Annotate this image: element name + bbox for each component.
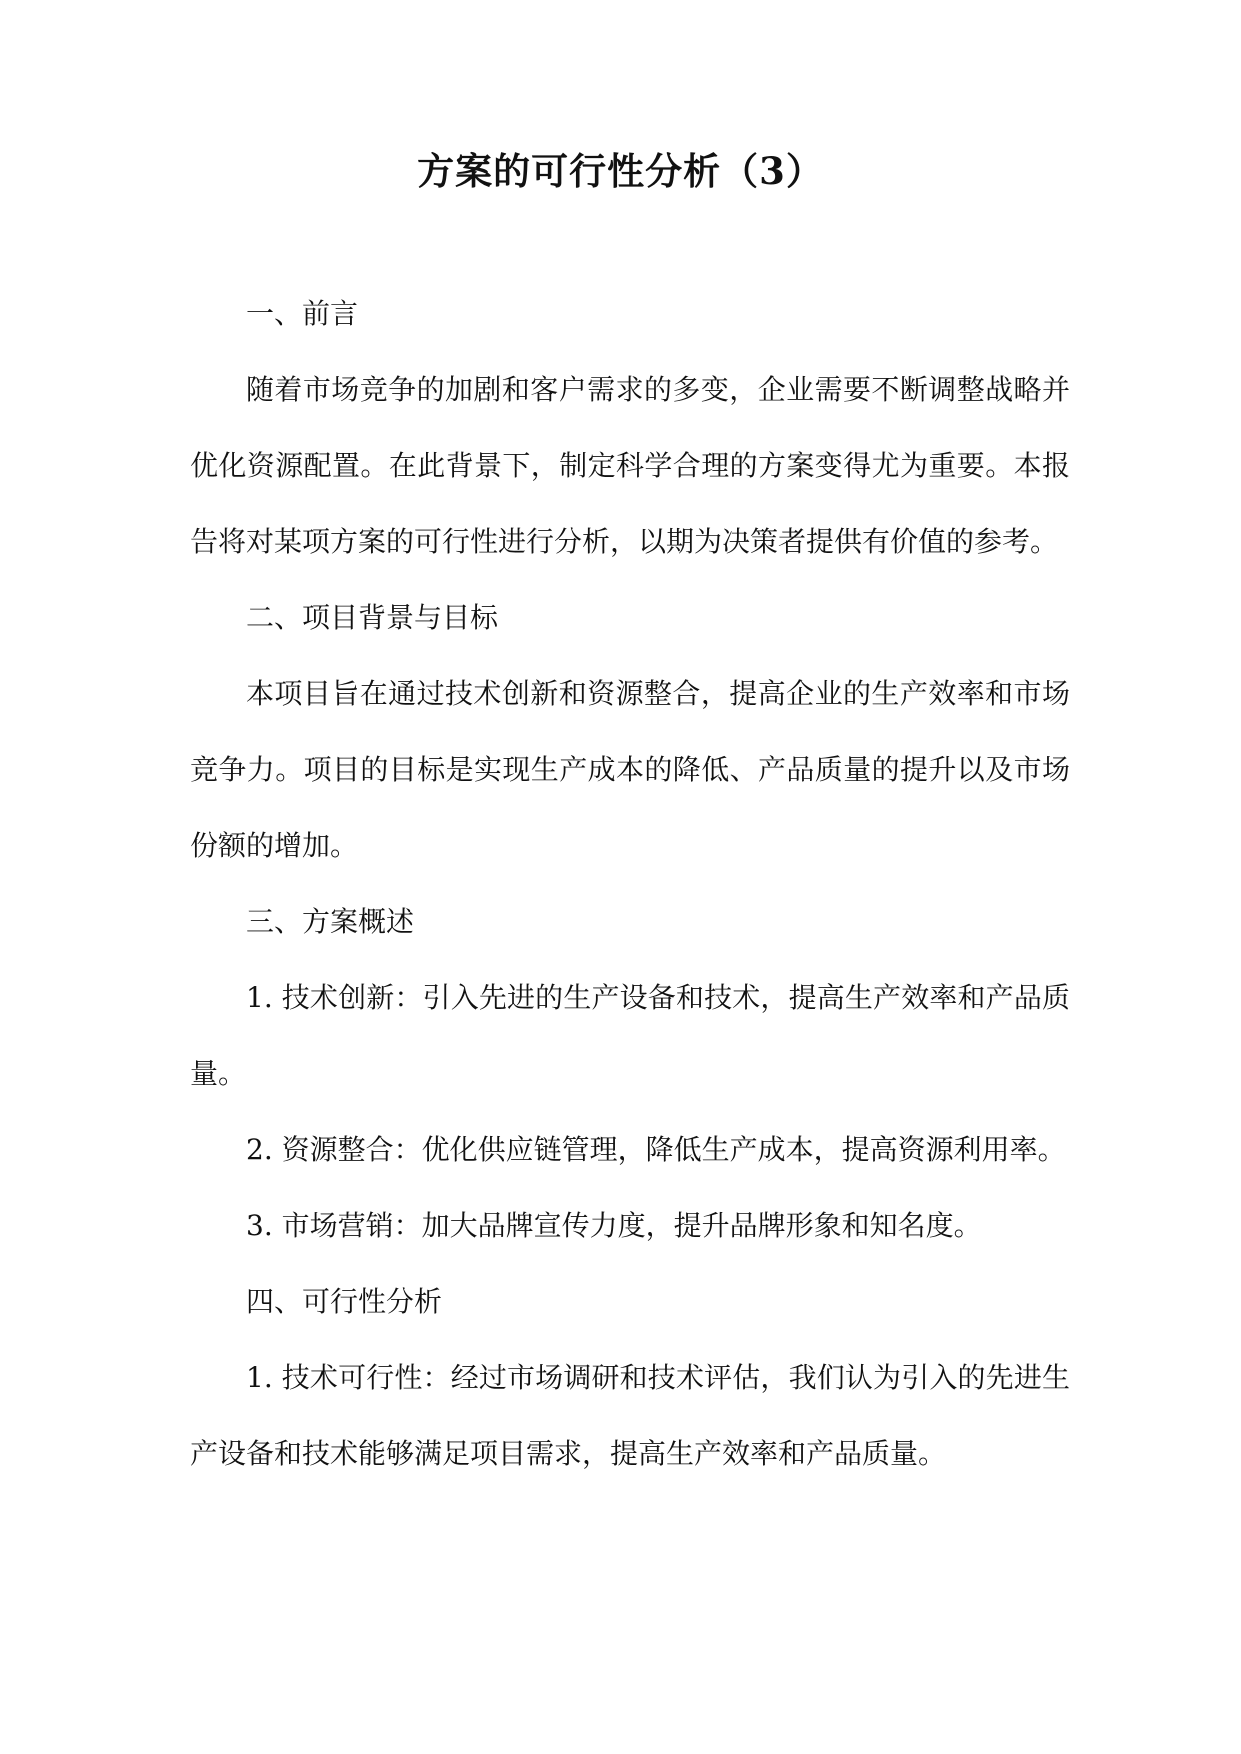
list-item-resource-integration: 2. 资源整合：优化供应链管理，降低生产成本，提高资源利用率。 — [246, 1133, 1066, 1166]
document-title: 方案的可行性分析（3） — [417, 149, 824, 193]
list-item-tech-innovation: 1. 技术创新：引入先进的生产设备和技术，提高生产效率和产品质量。 — [190, 981, 1070, 1090]
document-body — [190, 276, 1070, 1492]
paragraph-intro: 随着市场竞争的加剧和客户需求的多变，企业需要不断调整战略并优化资源配置。在此背景下，制定科学合理的方案变得尤为重要。本报告将对某项方案的可行性进行分析，以期为决策者提供有价值的参考。 — [190, 373, 1070, 558]
section-heading-4: 四、可行性分析 — [246, 1285, 443, 1318]
section-heading-2: 二、项目背景与目标 — [246, 601, 499, 634]
list-item-tech-feasibility: 1. 技术可行性：经过市场调研和技术评估，我们认为引入的先进生产设备和技术能够满足项目需求，提高生产效率和产品质量。 — [190, 1361, 1070, 1470]
section-heading-3: 三、方案概述 — [246, 905, 415, 938]
section-heading-1: 一、前言 — [246, 297, 359, 330]
list-item-marketing: 3. 市场营销：加大品牌宣传力度，提升品牌形象和知名度。 — [246, 1209, 982, 1242]
paragraph-background: 本项目旨在通过技术创新和资源整合，提高企业的生产效率和市场竞争力。项目的目标是实现生产成本的降低、产品质量的提升以及市场份额的增加。 — [190, 677, 1070, 862]
